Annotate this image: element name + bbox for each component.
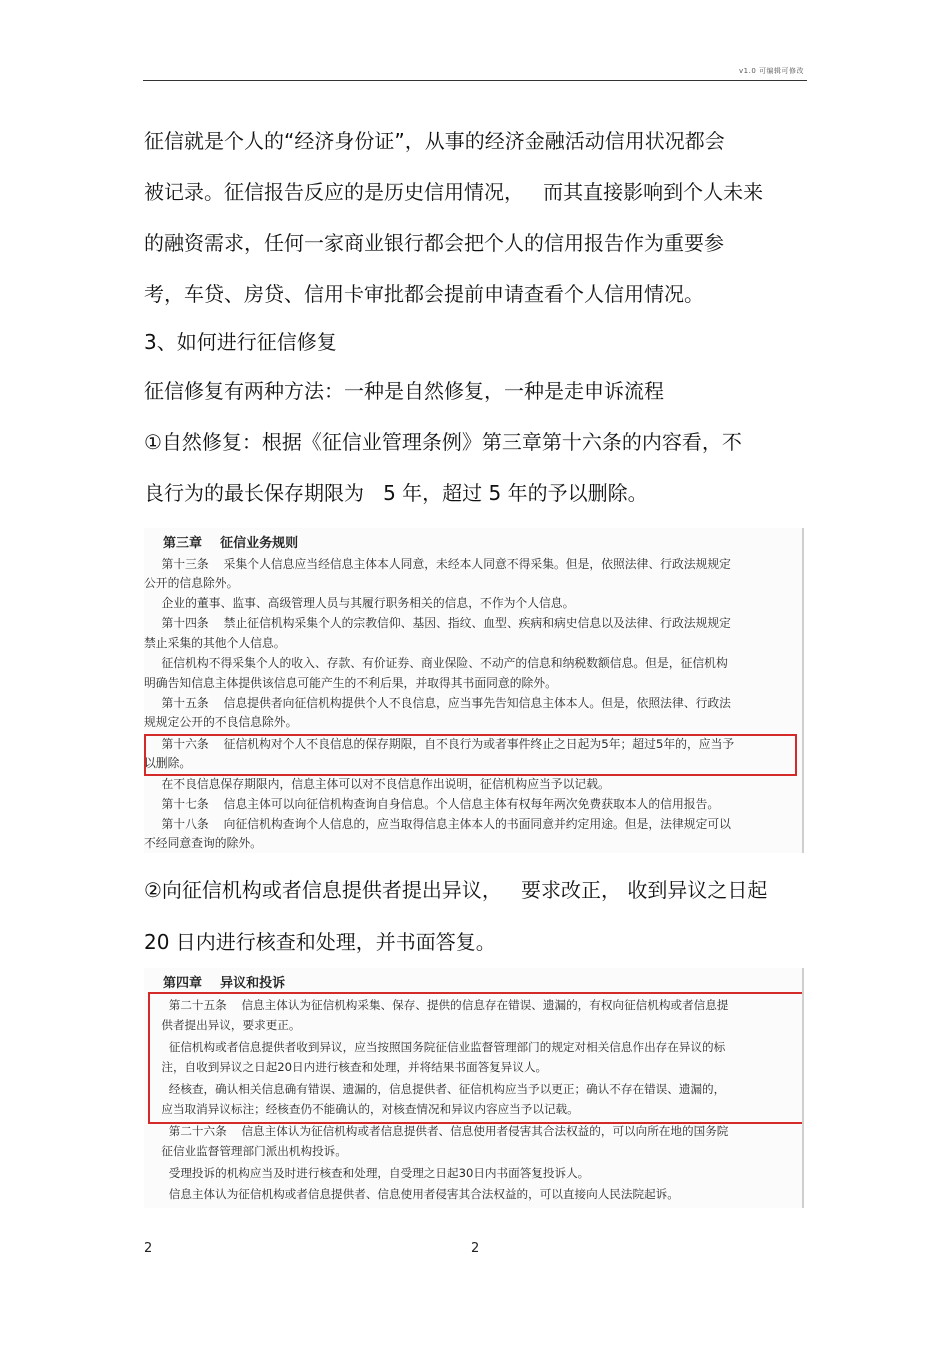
excerpt-line: 应当取消异议标注；经核查仍不能确认的，对核查情况和异议内容应当予以记载。 xyxy=(154,1102,579,1116)
paragraph-line: ①自然修复：根据《征信业管理条例》第三章第十六条的内容看，不 xyxy=(144,430,742,454)
paragraph-line: 考，车贷、房贷、信用卡审批都会提前申请查看个人信用情况。 xyxy=(144,282,704,306)
paragraph-line: 良行为的最长保存期限为 5 年，超过 5 年的予以删除。 xyxy=(144,481,648,505)
excerpt-line: 受理投诉的机构应当及时进行核查和处理，自受理之日起30日内书面答复投诉人。 xyxy=(154,1166,590,1180)
footer-page-number-left: 2 xyxy=(144,1241,153,1256)
footer-page-number-center: 2 xyxy=(471,1241,480,1256)
highlight-box xyxy=(144,734,797,776)
paragraph-line: ②向征信机构或者信息提供者提出异议， 要求改正， 收到异议之日起 xyxy=(144,878,768,902)
scan-edge xyxy=(802,528,804,853)
paragraph-line: 被记录。征信报告反应的是历史信用情况， 而其直接影响到个人未来 xyxy=(144,180,764,204)
excerpt-line: 禁止采集的其他个人信息。 xyxy=(144,636,286,650)
excerpt-line: 第十三条 采集个人信息应当经信息主体本人同意，未经本人同意不得采集。但是，依照法律、行政法规规定 xyxy=(154,557,731,571)
excerpt-line: 第十六条 征信机构对个人不良信息的保存期限，自不良行为或者事件终止之日起为5年；超过5年的，应当予 xyxy=(154,737,735,751)
section-heading: 3、如何进行征信修复 xyxy=(144,330,337,354)
excerpt-line: 第十七条 信息主体可以向征信机构查询自身信息。个人信息主体有权每年两次免费获取本人的信用报告。 xyxy=(154,797,720,811)
scan-edge xyxy=(802,968,804,1208)
regulation-excerpt-chapter-4 xyxy=(144,968,804,1208)
excerpt-line: 第十五条 信息提供者向征信机构提供个人不良信息，应当事先告知信息主体本人。但是，依照法律、行政法 xyxy=(154,696,731,710)
excerpt-line: 规规定公开的不良信息除外。 xyxy=(144,715,298,729)
excerpt-line: 第二十六条 信息主体认为征信机构或者信息提供者、信息使用者侵害其合法权益的，可以向所在地的国务院 xyxy=(154,1124,729,1138)
excerpt-line: 征信业监督管理部门派出机构投诉。 xyxy=(154,1144,347,1158)
excerpt-line: 企业的董事、监事、高级管理人员与其履行职务相关的信息，不作为个人信息。 xyxy=(154,596,575,610)
excerpt-title: 第四章 异议和投诉 xyxy=(154,976,286,991)
excerpt-line: 明确告知信息主体提供该信息可能产生的不利后果，并取得其书面同意的除外。 xyxy=(144,676,557,690)
excerpt-line: 第十八条 向征信机构查询个人信息的，应当取得信息主体本人的书面同意并约定用途。但是，法律规定可以 xyxy=(154,817,731,831)
excerpt-line: 公开的信息除外。 xyxy=(144,576,239,590)
header-rule xyxy=(143,80,807,81)
excerpt-line: 不经同意查询的除外。 xyxy=(144,836,262,850)
regulation-excerpt-chapter-3 xyxy=(144,528,804,853)
excerpt-line: 注，自收到异议之日起20日内进行核查和处理，并将结果书面答复异议人。 xyxy=(154,1060,548,1074)
highlight-box xyxy=(148,992,804,1124)
excerpt-line: 以删除。 xyxy=(144,756,192,770)
excerpt-line: 在不良信息保存期限内，信息主体可以对不良信息作出说明，征信机构应当予以记载。 xyxy=(154,777,610,791)
excerpt-line: 征信机构不得采集个人的收入、存款、有价证券、商业保险、不动产的信息和纳税数额信息。但是，征信机构 xyxy=(154,656,728,670)
excerpt-title: 第三章 征信业务规则 xyxy=(154,536,299,551)
excerpt-line: 信息主体认为征信机构或者信息提供者、信息使用者侵害其合法权益的，可以直接向人民法院起诉。 xyxy=(154,1187,679,1201)
paragraph-line: 20 日内进行核查和处理，并书面答复。 xyxy=(144,930,496,954)
paragraph-line: 征信修复有两种方法：一种是自然修复，一种是走申诉流程 xyxy=(144,379,664,403)
excerpt-line: 第二十五条 信息主体认为征信机构采集、保存、提供的信息存在错误、遗漏的，有权向征信机构或者信息提 xyxy=(154,998,729,1012)
excerpt-line: 经核查，确认相关信息确有错误、遗漏的，信息提供者、征信机构应当予以更正；确认不存在错误、遗漏的， xyxy=(154,1082,726,1096)
excerpt-line: 征信机构或者信息提供者收到异议，应当按照国务院征信业监督管理部门的规定对相关信息作出存在异议的标 xyxy=(154,1040,726,1054)
header-version: v1.0 可编辑可修改 xyxy=(739,67,804,75)
excerpt-line: 第十四条 禁止征信机构采集个人的宗教信仰、基因、指纹、血型、疾病和病史信息以及法律、行政法规规定 xyxy=(154,616,731,630)
excerpt-line: 供者提出异议，要求更正。 xyxy=(154,1018,301,1032)
paragraph-line: 征信就是个人的“经济身份证”，从事的经济金融活动信用状况都会 xyxy=(144,129,725,153)
paragraph-line: 的融资需求，任何一家商业银行都会把个人的信用报告作为重要参 xyxy=(144,231,724,255)
